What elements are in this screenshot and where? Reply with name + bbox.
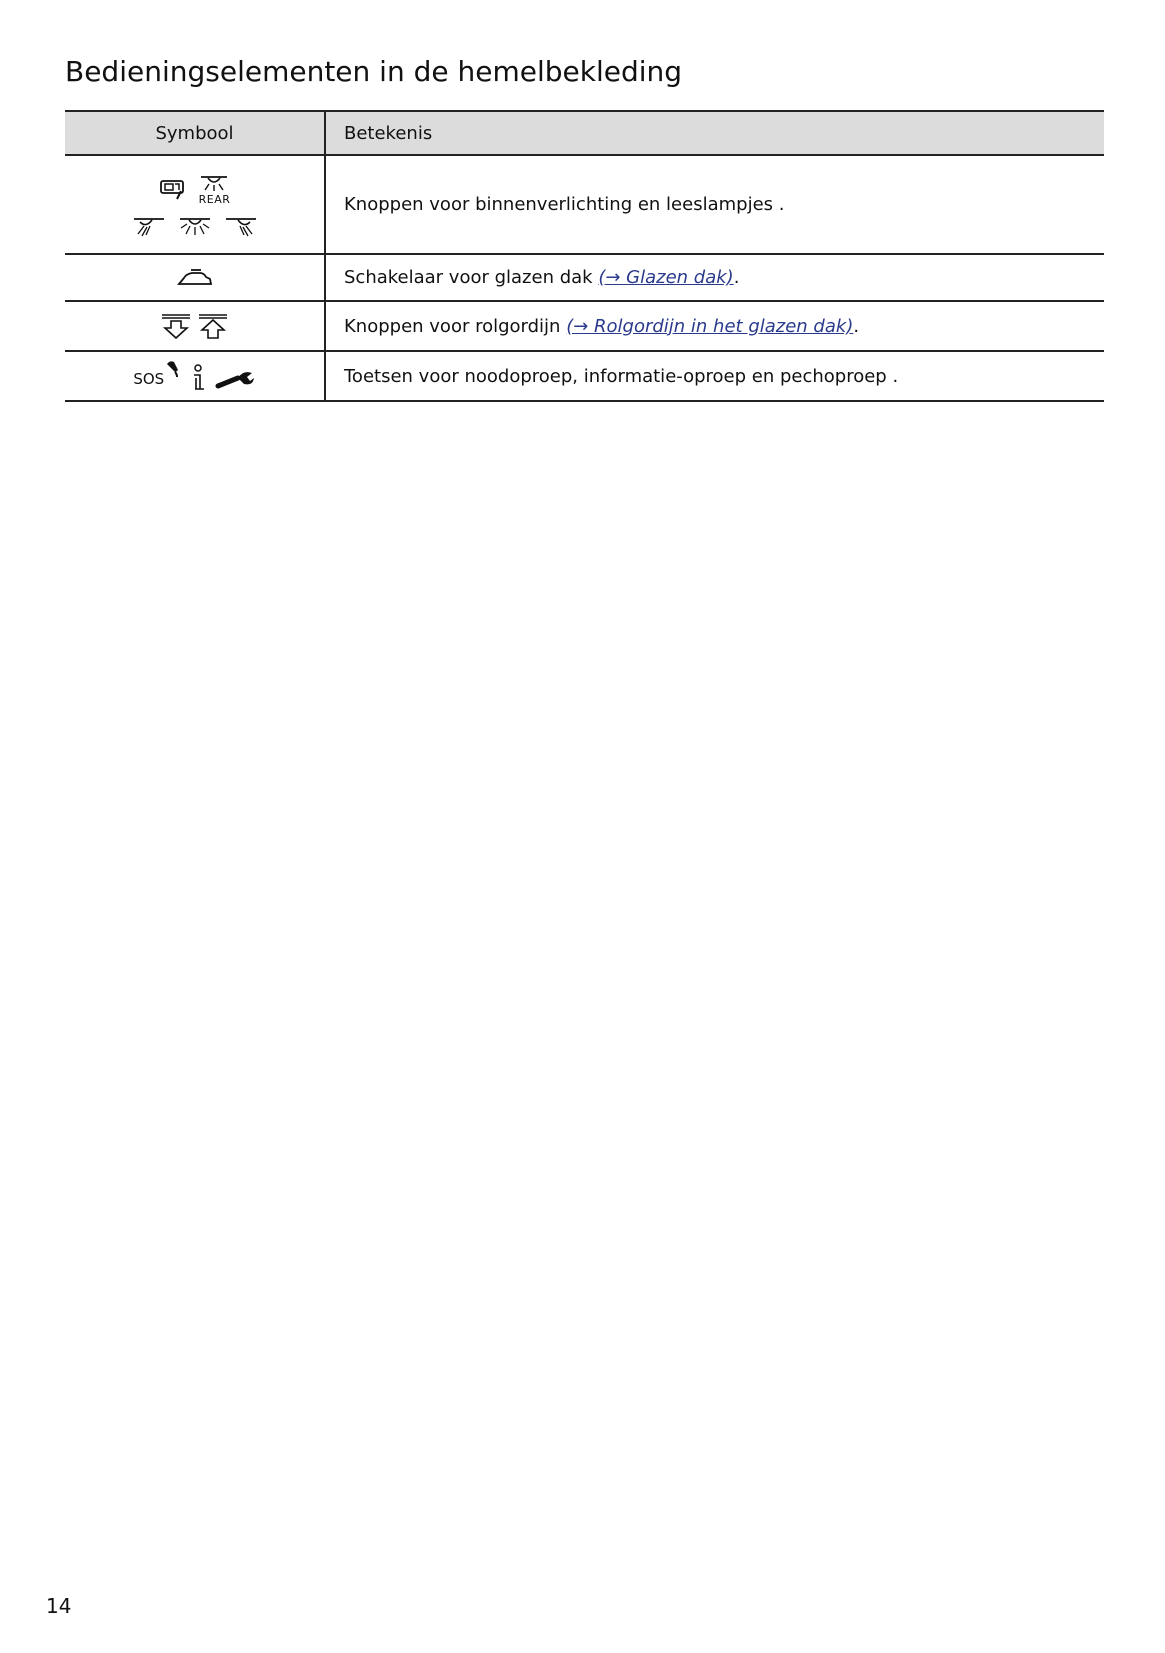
- row-text: Toetsen voor noodoproep, informatie-oproep en pechoproep .: [344, 365, 899, 387]
- rear-label: REAR: [198, 192, 231, 206]
- meaning-cell: [325, 254, 1104, 301]
- header-symbol: Symbool: [65, 111, 325, 155]
- row-text-end: .: [853, 315, 860, 337]
- table-header-row: [65, 111, 1104, 155]
- rear-light-icon: [199, 172, 229, 193]
- interior-light-button-icon: [159, 177, 193, 201]
- rolgordijn-link[interactable]: (→ Rolgordijn in het glazen dak): [566, 315, 854, 337]
- dome-lamp-icon: [178, 216, 212, 238]
- controls-table: [65, 110, 1104, 402]
- row-text: Knoppen voor rolgordijn: [344, 315, 567, 337]
- right-reading-lamp-icon: [224, 216, 258, 238]
- row-text-end: .: [733, 267, 740, 288]
- table-row: [65, 301, 1104, 351]
- meaning-cell: [325, 351, 1104, 401]
- row-text: Knoppen voor binnenverlichting en leeslampjes .: [344, 194, 785, 215]
- meaning-cell: [325, 301, 1104, 351]
- table-row: [65, 351, 1104, 401]
- glazen-dak-link[interactable]: (→ Glazen dak): [598, 267, 734, 288]
- table-row: [65, 155, 1104, 254]
- header-meaning: Betekenis: [325, 111, 1104, 155]
- symbol-cell: [65, 351, 325, 401]
- row-text: Schakelaar voor glazen dak: [344, 267, 599, 288]
- meaning-cell: [325, 155, 1104, 254]
- info-call-icon: [188, 368, 214, 389]
- blind-close-icon: [160, 315, 198, 336]
- left-reading-lamp-icon: [132, 216, 166, 238]
- sos-label: SOS: [133, 370, 165, 388]
- blind-open-icon: [197, 315, 229, 336]
- glass-roof-icon: [176, 267, 214, 288]
- sos-call-icon: [133, 358, 182, 388]
- symbol-cell: [65, 155, 325, 254]
- table-row: [65, 254, 1104, 301]
- page-number: 14: [46, 1594, 72, 1618]
- symbol-cell: [65, 254, 325, 301]
- page-title: Bedieningselementen in de hemelbekleding: [65, 55, 683, 88]
- breakdown-wrench-icon: [214, 368, 256, 389]
- symbol-cell: [65, 301, 325, 351]
